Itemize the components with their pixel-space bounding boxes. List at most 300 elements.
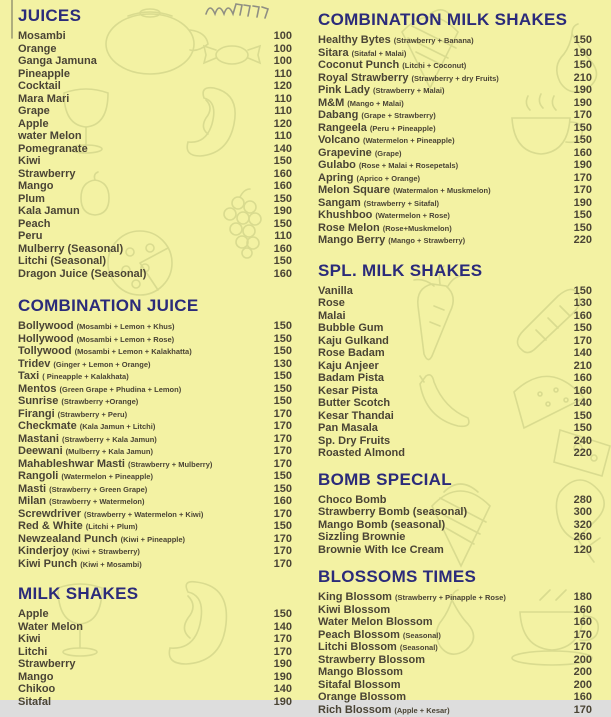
item-price: 180 bbox=[568, 591, 592, 604]
item-ingredients: (Rose + Malai + Rosepetals) bbox=[359, 160, 458, 173]
item-price: 260 bbox=[568, 531, 592, 544]
item-ingredients: (Mulberry + Kala Jamun) bbox=[66, 446, 153, 459]
item-name: Pineapple bbox=[18, 68, 70, 81]
item-ingredients: (Mosambi + Lemon + Rose) bbox=[77, 334, 175, 347]
item-name: Taxi bbox=[18, 370, 39, 383]
menu-item bbox=[18, 230, 292, 243]
item-price: 200 bbox=[568, 666, 592, 679]
item-name: Kiwi Punch bbox=[18, 558, 77, 571]
item-name: Sp. Dry Fruits bbox=[318, 435, 390, 448]
item-name: Choco Bomb bbox=[318, 494, 386, 507]
menu-item bbox=[18, 320, 292, 333]
menu-item bbox=[18, 470, 292, 483]
item-price: 150 bbox=[268, 255, 292, 268]
item-price: 170 bbox=[268, 533, 292, 546]
item-name: Strawberry bbox=[18, 168, 75, 181]
item-name: Sitafal bbox=[18, 696, 51, 709]
item-ingredients: (Strawberry + Watermelon) bbox=[49, 496, 144, 509]
item-price: 170 bbox=[268, 558, 292, 571]
item-price: 160 bbox=[268, 243, 292, 256]
item-name: Plum bbox=[18, 193, 45, 206]
item-price: 190 bbox=[268, 205, 292, 218]
menu-item bbox=[18, 420, 292, 433]
item-ingredients: (Watermalon + Muskmelon) bbox=[393, 185, 490, 198]
item-price: 120 bbox=[268, 80, 292, 93]
item-name: Deewani bbox=[18, 445, 63, 458]
menu-section bbox=[18, 296, 292, 570]
item-price: 140 bbox=[268, 683, 292, 696]
menu-item bbox=[318, 147, 592, 160]
item-price: 150 bbox=[268, 155, 292, 168]
item-price: 150 bbox=[568, 134, 592, 147]
menu-item bbox=[18, 520, 292, 533]
item-name: Healthy Bytes bbox=[318, 34, 391, 47]
item-name: Tridev bbox=[18, 358, 50, 371]
item-name: Pink Lady bbox=[318, 84, 370, 97]
item-price: 170 bbox=[268, 420, 292, 433]
menu-item bbox=[18, 646, 292, 659]
menu-section bbox=[318, 567, 592, 716]
item-ingredients: (Grape) bbox=[375, 148, 402, 161]
item-name: Litchi bbox=[18, 646, 47, 659]
item-price: 150 bbox=[568, 222, 592, 235]
item-price: 160 bbox=[568, 147, 592, 160]
item-name: Kiwi Blossom bbox=[318, 604, 390, 617]
item-name: Pomegranate bbox=[18, 143, 88, 156]
item-name: Peach Blossom bbox=[318, 629, 400, 642]
menu-item bbox=[318, 84, 592, 97]
item-name: Strawberry Bomb (seasonal) bbox=[318, 506, 467, 519]
menu-item bbox=[18, 508, 292, 521]
section-title: JUICES bbox=[18, 6, 292, 26]
item-price: 120 bbox=[268, 118, 292, 131]
item-price: 190 bbox=[568, 159, 592, 172]
item-price: 150 bbox=[268, 520, 292, 533]
menu-item bbox=[18, 345, 292, 358]
menu-item bbox=[318, 666, 592, 679]
menu-item bbox=[318, 72, 592, 85]
menu-item bbox=[318, 34, 592, 47]
item-ingredients: (Watermelon + Pineapple) bbox=[61, 471, 153, 484]
menu-item bbox=[318, 531, 592, 544]
item-name: Mahableshwar Masti bbox=[18, 458, 125, 471]
item-name: Khushboo bbox=[318, 209, 372, 222]
menu-section bbox=[18, 6, 292, 280]
item-price: 110 bbox=[268, 105, 292, 118]
menu-item bbox=[318, 691, 592, 704]
item-name: Dabang bbox=[318, 109, 358, 122]
item-price: 110 bbox=[268, 130, 292, 143]
item-name: Royal Strawberry bbox=[318, 72, 408, 85]
item-price: 190 bbox=[568, 97, 592, 110]
menu-section bbox=[318, 470, 592, 557]
item-ingredients: (Strawberry + dry Fruits) bbox=[411, 73, 498, 86]
item-name: Ganga Jamuna bbox=[18, 55, 97, 68]
menu-item bbox=[18, 243, 292, 256]
item-price: 110 bbox=[268, 93, 292, 106]
menu-item bbox=[318, 310, 592, 323]
item-name: Checkmate bbox=[18, 420, 77, 433]
item-price: 160 bbox=[568, 616, 592, 629]
item-price: 160 bbox=[268, 268, 292, 281]
item-name: Sangam bbox=[318, 197, 361, 210]
item-price: 110 bbox=[268, 68, 292, 81]
item-price: 100 bbox=[268, 30, 292, 43]
section-title: SPL. MILK SHAKES bbox=[318, 261, 592, 281]
item-name: Grapevine bbox=[318, 147, 372, 160]
item-price: 170 bbox=[568, 641, 592, 654]
item-ingredients: (Apple + Kesar) bbox=[394, 705, 449, 717]
menu-item bbox=[318, 604, 592, 617]
item-ingredients: (Green Grape + Phudina + Lemon) bbox=[60, 384, 182, 397]
item-name: Mango bbox=[18, 671, 53, 684]
item-ingredients: (Mango + Malai) bbox=[347, 98, 403, 111]
item-name: Rose bbox=[318, 297, 345, 310]
menu-item bbox=[18, 30, 292, 43]
item-price: 160 bbox=[568, 385, 592, 398]
menu-item bbox=[18, 696, 292, 709]
menu-item bbox=[318, 97, 592, 110]
menu-item bbox=[18, 671, 292, 684]
item-name: Hollywood bbox=[18, 333, 74, 346]
item-name: Mango Bomb (seasonal) bbox=[318, 519, 445, 532]
item-name: Mango bbox=[18, 180, 53, 193]
item-price: 150 bbox=[268, 370, 292, 383]
item-price: 150 bbox=[568, 410, 592, 423]
item-price: 170 bbox=[268, 433, 292, 446]
item-price: 160 bbox=[268, 495, 292, 508]
item-price: 110 bbox=[268, 230, 292, 243]
item-price: 170 bbox=[568, 629, 592, 642]
item-ingredients: (Kiwi + Strawberry) bbox=[72, 546, 140, 559]
menu-item bbox=[18, 370, 292, 383]
menu-item bbox=[18, 68, 292, 81]
menu-item bbox=[318, 435, 592, 448]
menu-item bbox=[18, 433, 292, 446]
menu-item bbox=[18, 180, 292, 193]
item-price: 150 bbox=[268, 193, 292, 206]
item-name: Bollywood bbox=[18, 320, 74, 333]
item-price: 150 bbox=[568, 34, 592, 47]
item-ingredients: (Kiwi + Pineapple) bbox=[121, 534, 185, 547]
item-price: 160 bbox=[268, 168, 292, 181]
item-name: Kinderjoy bbox=[18, 545, 69, 558]
menu-item bbox=[18, 495, 292, 508]
menu-item bbox=[318, 544, 592, 557]
section-title: BOMB SPECIAL bbox=[318, 470, 592, 490]
item-ingredients: (Watermelon + Rose) bbox=[375, 210, 450, 223]
item-name: Litchi Blossom bbox=[318, 641, 397, 654]
item-name: Mara Mari bbox=[18, 93, 69, 106]
item-name: Bubble Gum bbox=[318, 322, 383, 335]
item-price: 140 bbox=[268, 621, 292, 634]
item-price: 150 bbox=[268, 483, 292, 496]
item-name: Rangoli bbox=[18, 470, 58, 483]
item-price: 210 bbox=[568, 72, 592, 85]
item-name: Tollywood bbox=[18, 345, 72, 358]
item-ingredients: (Kiwi + Mosambi) bbox=[80, 559, 141, 572]
item-price: 190 bbox=[568, 84, 592, 97]
item-name: Coconut Punch bbox=[318, 59, 399, 72]
item-price: 170 bbox=[568, 172, 592, 185]
menu-item bbox=[18, 445, 292, 458]
item-price: 130 bbox=[268, 358, 292, 371]
menu-item bbox=[318, 679, 592, 692]
item-ingredients: (Strawberry + Banana) bbox=[394, 35, 474, 48]
item-price: 170 bbox=[568, 335, 592, 348]
item-price: 200 bbox=[568, 654, 592, 667]
item-name: Cocktail bbox=[18, 80, 61, 93]
item-ingredients: ( Pineapple + Kalakhata) bbox=[42, 371, 129, 384]
menu-item bbox=[18, 483, 292, 496]
item-name: Sitafal Blossom bbox=[318, 679, 401, 692]
item-ingredients: (Strawberry + Sitafal) bbox=[364, 198, 439, 211]
item-name: Mango Blossom bbox=[318, 666, 403, 679]
item-ingredients: (Strawberry + Watermelon + Kiwi) bbox=[84, 509, 203, 522]
menu-item bbox=[318, 134, 592, 147]
item-price: 150 bbox=[268, 470, 292, 483]
section-title: MILK SHAKES bbox=[18, 584, 292, 604]
item-price: 160 bbox=[568, 691, 592, 704]
menu-item bbox=[318, 360, 592, 373]
item-name: Peach bbox=[18, 218, 50, 231]
item-name: Firangi bbox=[18, 408, 55, 421]
item-price: 200 bbox=[568, 679, 592, 692]
item-name: Water Melon bbox=[18, 621, 83, 634]
menu-item bbox=[318, 494, 592, 507]
menu-item bbox=[18, 255, 292, 268]
item-ingredients: (Strawberry + Malai) bbox=[373, 85, 444, 98]
menu-item bbox=[318, 222, 592, 235]
item-ingredients: (Grape + Strawberry) bbox=[361, 110, 435, 123]
item-price: 150 bbox=[268, 320, 292, 333]
item-price: 220 bbox=[568, 447, 592, 460]
menu-item bbox=[18, 358, 292, 371]
item-price: 140 bbox=[568, 347, 592, 360]
menu-item bbox=[18, 105, 292, 118]
item-name: Kesar Thandai bbox=[318, 410, 394, 423]
item-price: 220 bbox=[568, 234, 592, 247]
menu-item bbox=[18, 533, 292, 546]
menu-item bbox=[18, 333, 292, 346]
item-name: water Melon bbox=[18, 130, 82, 143]
item-name: Brownie With Ice Cream bbox=[318, 544, 444, 557]
menu-item bbox=[318, 372, 592, 385]
item-ingredients: (Strawberry + Green Grape) bbox=[49, 484, 147, 497]
item-price: 140 bbox=[568, 397, 592, 410]
menu-item bbox=[18, 218, 292, 231]
item-name: Rose Badam bbox=[318, 347, 385, 360]
menu-section bbox=[318, 261, 592, 460]
item-ingredients: (Strawberry + Kala Jamun) bbox=[62, 434, 157, 447]
menu-item bbox=[318, 122, 592, 135]
menu-item bbox=[318, 397, 592, 410]
item-name: Vanilla bbox=[318, 285, 353, 298]
item-price: 150 bbox=[568, 422, 592, 435]
item-name: Rose Melon bbox=[318, 222, 380, 235]
menu-item bbox=[18, 545, 292, 558]
item-price: 240 bbox=[568, 435, 592, 448]
item-price: 320 bbox=[568, 519, 592, 532]
menu-item bbox=[18, 205, 292, 218]
item-price: 150 bbox=[268, 333, 292, 346]
item-price: 170 bbox=[268, 545, 292, 558]
item-ingredients: (Strawberry + Mulberry) bbox=[128, 459, 212, 472]
item-price: 150 bbox=[568, 322, 592, 335]
item-price: 190 bbox=[268, 696, 292, 709]
menu-item bbox=[18, 55, 292, 68]
item-name: Pan Masala bbox=[318, 422, 378, 435]
menu-item bbox=[318, 59, 592, 72]
menu-section bbox=[18, 584, 292, 708]
menu-column-right bbox=[318, 6, 592, 700]
item-name: Melon Square bbox=[318, 184, 390, 197]
item-ingredients: (Mosambi + Lemon + Kalakhatta) bbox=[75, 346, 192, 359]
item-name: Masti bbox=[18, 483, 46, 496]
item-name: Litchi (Seasonal) bbox=[18, 255, 106, 268]
item-price: 150 bbox=[268, 608, 292, 621]
menu-item bbox=[318, 410, 592, 423]
item-name: Rich Blossom bbox=[318, 704, 391, 717]
item-name: Malai bbox=[318, 310, 346, 323]
menu-item bbox=[18, 408, 292, 421]
item-name: Water Melon Blossom bbox=[318, 616, 433, 629]
menu-item bbox=[318, 347, 592, 360]
item-price: 280 bbox=[568, 494, 592, 507]
item-name: Sunrise bbox=[18, 395, 58, 408]
menu-item bbox=[318, 654, 592, 667]
menu-item bbox=[318, 616, 592, 629]
item-name: Badam Pista bbox=[318, 372, 384, 385]
menu-item bbox=[18, 93, 292, 106]
item-name: Apple bbox=[18, 118, 49, 131]
item-price: 120 bbox=[568, 544, 592, 557]
menu-item bbox=[18, 143, 292, 156]
menu-item bbox=[18, 383, 292, 396]
item-name: Sizzling Brownie bbox=[318, 531, 405, 544]
item-name: Mosambi bbox=[18, 30, 66, 43]
item-price: 150 bbox=[568, 285, 592, 298]
item-ingredients: (Mango + Strawberry) bbox=[388, 235, 465, 248]
item-ingredients: (Strawberry + Pinapple + Rose) bbox=[395, 592, 506, 605]
item-name: Kala Jamun bbox=[18, 205, 80, 218]
menu-item bbox=[318, 641, 592, 654]
item-name: Kaju Gulkand bbox=[318, 335, 389, 348]
item-name: Gulabo bbox=[318, 159, 356, 172]
item-name: Roasted Almond bbox=[318, 447, 405, 460]
item-price: 150 bbox=[568, 209, 592, 222]
item-price: 170 bbox=[268, 408, 292, 421]
menu-item bbox=[18, 130, 292, 143]
item-price: 160 bbox=[568, 310, 592, 323]
item-ingredients: (Seasonal) bbox=[400, 642, 438, 655]
item-name: Red & White bbox=[18, 520, 83, 533]
item-name: Chikoo bbox=[18, 683, 55, 696]
menu-item bbox=[18, 80, 292, 93]
item-name: Dragon Juice (Seasonal) bbox=[18, 268, 146, 281]
item-name: Orange Blossom bbox=[318, 691, 406, 704]
menu-item bbox=[318, 209, 592, 222]
menu-item bbox=[318, 335, 592, 348]
item-price: 160 bbox=[568, 372, 592, 385]
item-name: Kiwi bbox=[18, 633, 41, 646]
menu-item bbox=[318, 172, 592, 185]
item-name: Peru bbox=[18, 230, 42, 243]
item-ingredients: (Strawberry + Peru) bbox=[58, 409, 127, 422]
item-price: 140 bbox=[268, 143, 292, 156]
item-price: 150 bbox=[268, 345, 292, 358]
item-price: 130 bbox=[568, 297, 592, 310]
item-price: 160 bbox=[568, 604, 592, 617]
item-name: Strawberry Blossom bbox=[318, 654, 425, 667]
item-name: Kesar Pista bbox=[318, 385, 378, 398]
item-name: Kaju Anjeer bbox=[318, 360, 379, 373]
section-title: COMBINATION MILK SHAKES bbox=[318, 10, 592, 30]
menu-item bbox=[18, 118, 292, 131]
item-price: 150 bbox=[268, 218, 292, 231]
menu-item bbox=[318, 704, 592, 717]
section-title: BLOSSOMS TIMES bbox=[318, 567, 592, 587]
item-name: Volcano bbox=[318, 134, 360, 147]
menu-item bbox=[318, 297, 592, 310]
item-name: Sitara bbox=[318, 47, 349, 60]
menu-section bbox=[318, 10, 592, 247]
menu-item bbox=[18, 633, 292, 646]
item-name: Orange bbox=[18, 43, 57, 56]
menu-item bbox=[318, 629, 592, 642]
menu-item bbox=[318, 447, 592, 460]
item-name: Strawberry bbox=[18, 658, 75, 671]
menu-item bbox=[18, 658, 292, 671]
item-price: 100 bbox=[268, 43, 292, 56]
item-ingredients: (Litchi + Coconut) bbox=[402, 60, 466, 73]
menu-item bbox=[18, 168, 292, 181]
menu-column-left bbox=[18, 6, 292, 700]
item-price: 150 bbox=[268, 395, 292, 408]
item-name: Milan bbox=[18, 495, 46, 508]
item-name: King Blossom bbox=[318, 591, 392, 604]
section-title: COMBINATION JUICE bbox=[18, 296, 292, 316]
menu-item bbox=[18, 155, 292, 168]
menu-item bbox=[18, 683, 292, 696]
item-price: 100 bbox=[268, 55, 292, 68]
menu-item bbox=[318, 422, 592, 435]
menu-item bbox=[318, 322, 592, 335]
menu-item bbox=[318, 519, 592, 532]
menu-item bbox=[18, 43, 292, 56]
item-ingredients: (Rose+Muskmelon) bbox=[383, 223, 452, 236]
item-ingredients: (Litchi + Plum) bbox=[86, 521, 138, 534]
item-ingredients: (Seasonal) bbox=[403, 630, 441, 643]
item-price: 170 bbox=[568, 109, 592, 122]
item-name: M&M bbox=[318, 97, 344, 110]
menu-item bbox=[318, 591, 592, 604]
item-name: Kiwi bbox=[18, 155, 41, 168]
item-price: 170 bbox=[268, 445, 292, 458]
menu-item bbox=[318, 506, 592, 519]
menu-item bbox=[18, 193, 292, 206]
menu-item bbox=[318, 234, 592, 247]
item-ingredients: (Aprico + Orange) bbox=[356, 173, 420, 186]
item-ingredients: (Peru + Pineapple) bbox=[370, 123, 436, 136]
menu-item bbox=[318, 285, 592, 298]
item-name: Newzealand Punch bbox=[18, 533, 118, 546]
item-price: 150 bbox=[568, 59, 592, 72]
item-name: Screwdriver bbox=[18, 508, 81, 521]
item-price: 190 bbox=[268, 658, 292, 671]
menu-item bbox=[318, 47, 592, 60]
item-name: Apple bbox=[18, 608, 49, 621]
